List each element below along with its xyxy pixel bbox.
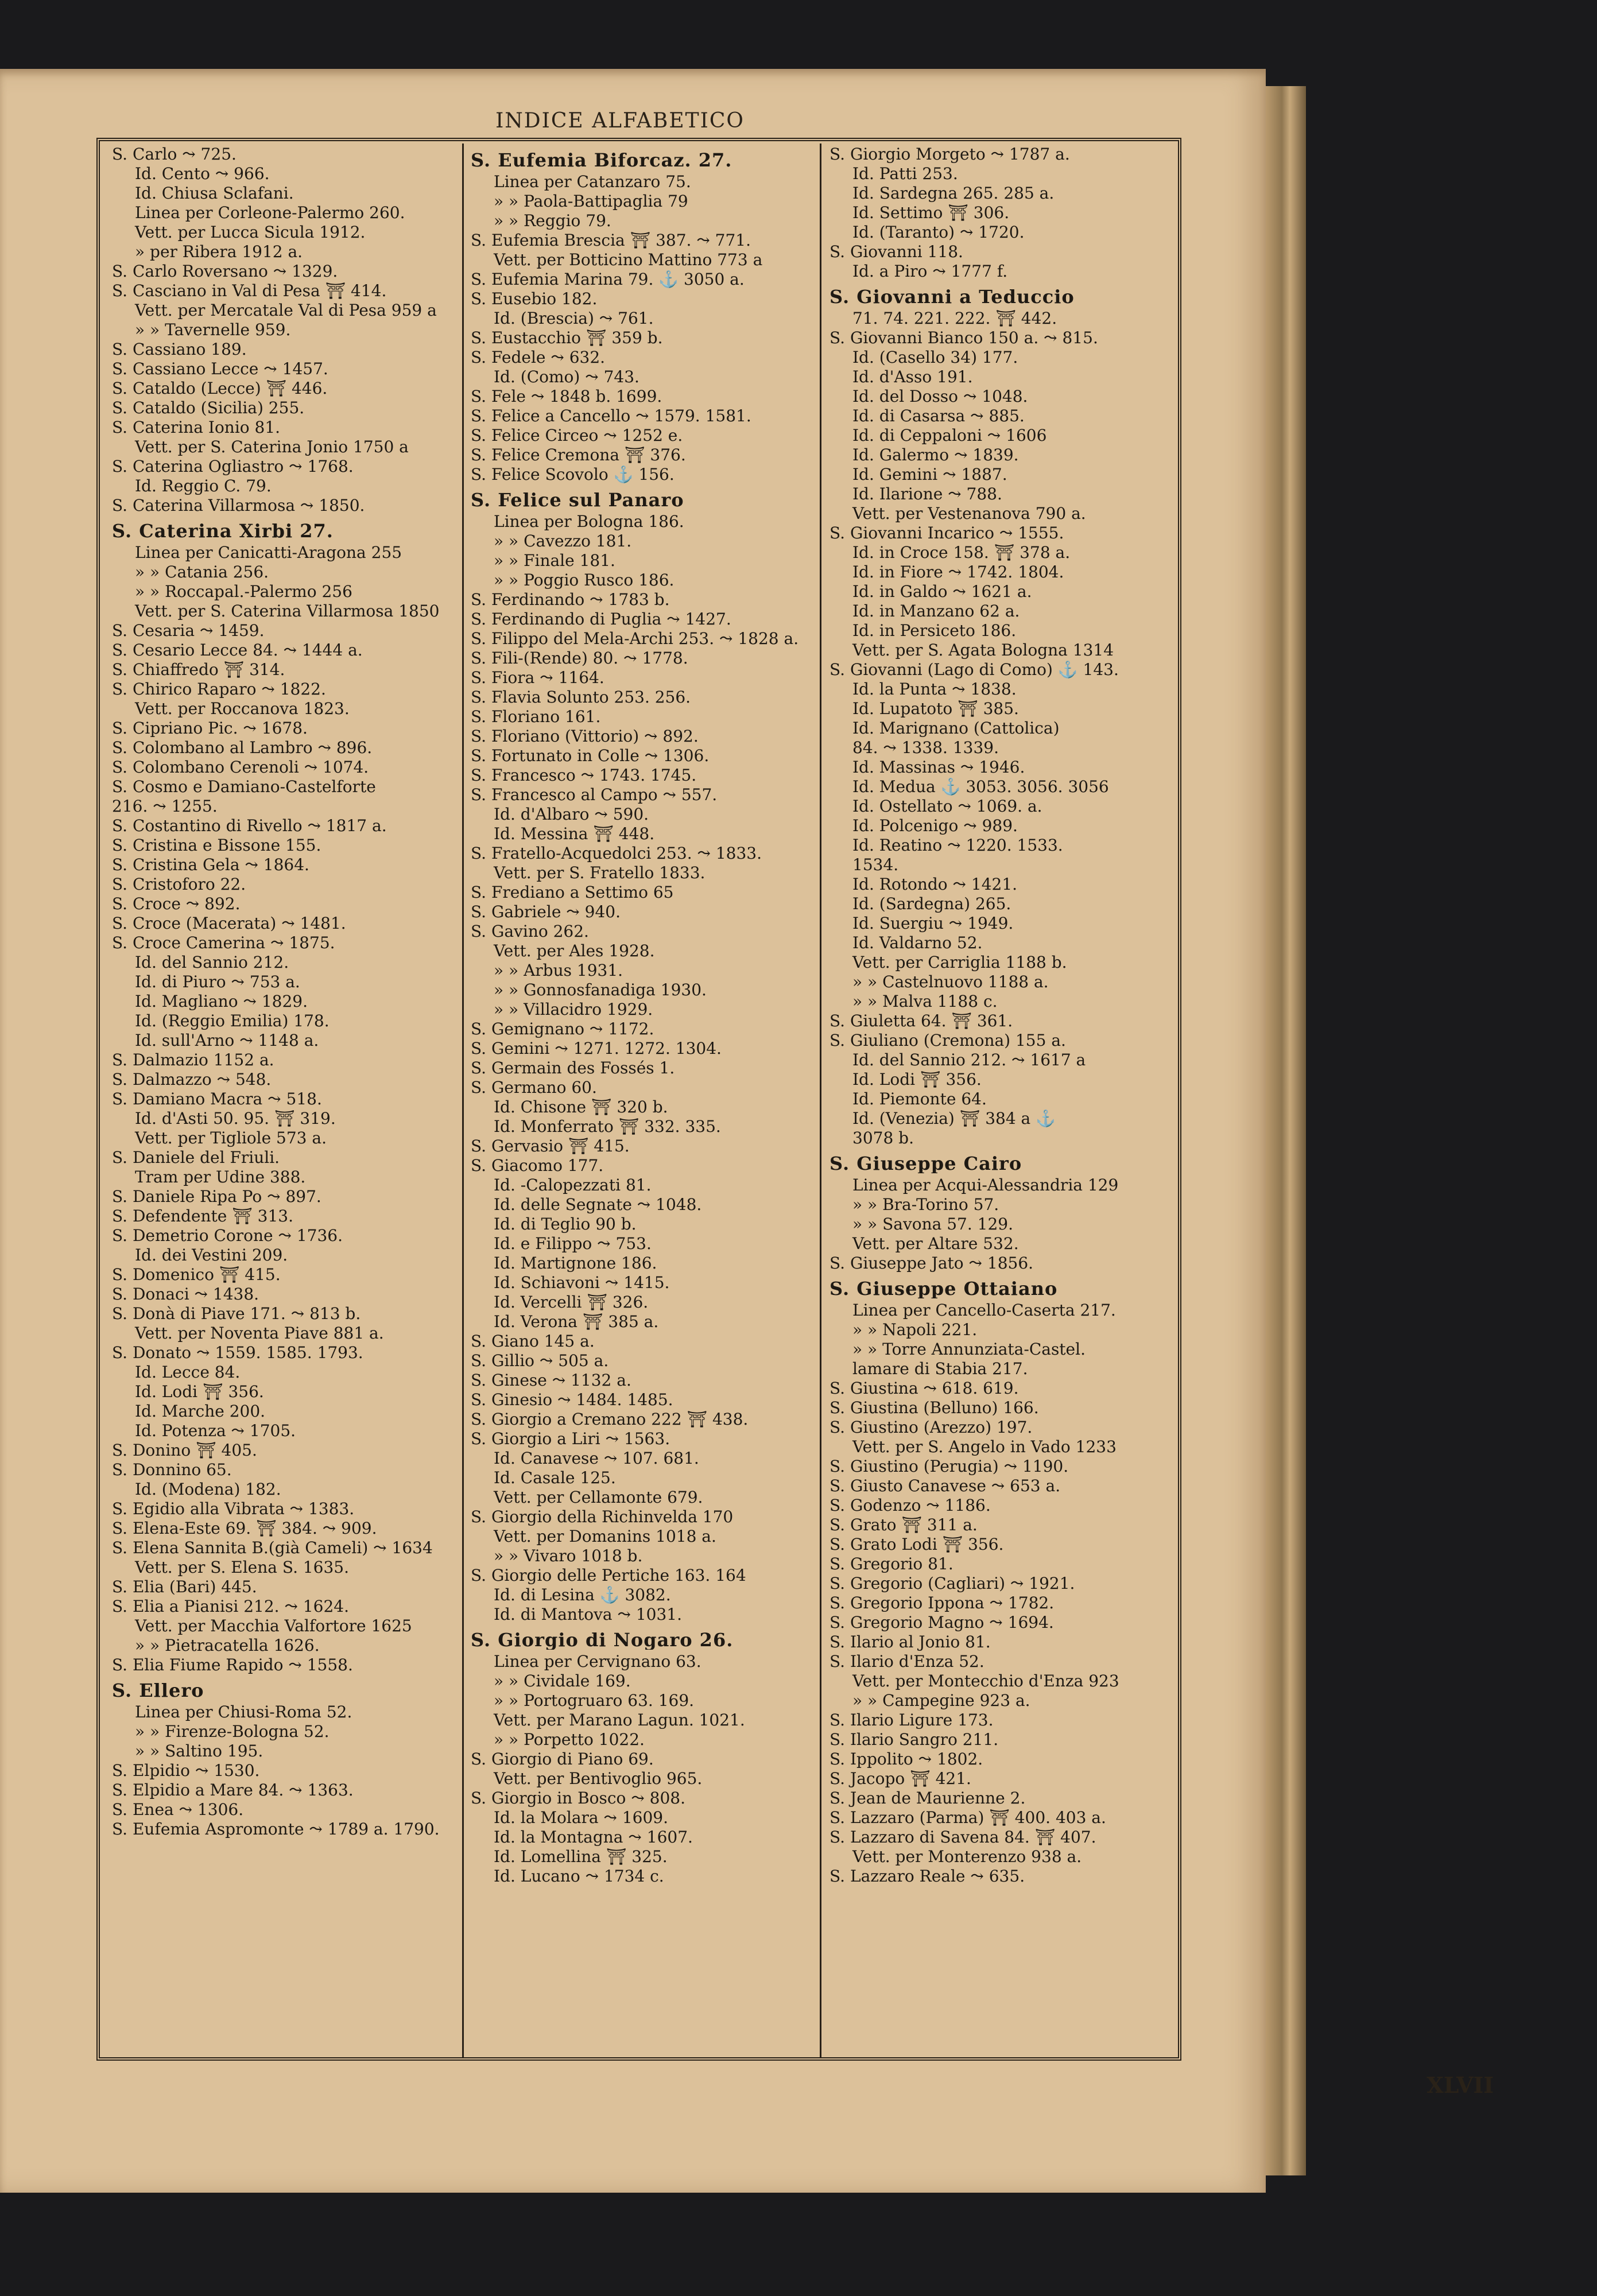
index-entry: 216. ⤳ 1255.	[112, 797, 218, 816]
index-entry: » » Pietracatella 1626.	[135, 1636, 320, 1655]
index-entry: Vett. per Monterenzo 938 a.	[852, 1847, 1082, 1866]
index-entry: Id. di Piuro ⤳ 753 a.	[135, 972, 300, 991]
index-entry: Id. d'Asso 191.	[852, 367, 973, 386]
index-entry: Id. di Lesina ⚓ 3082.	[494, 1585, 671, 1604]
index-entry: lamare di Stabia 217.	[852, 1359, 1028, 1378]
index-entry: » » Tavernelle 959.	[135, 320, 291, 339]
index-entry: Id. in Croce 158. ⛩ 378 a.	[852, 543, 1071, 562]
index-entry: Id. dei Vestini 209.	[135, 1246, 288, 1265]
index-entry: Id. del Dosso ⤳ 1048.	[852, 387, 1028, 406]
index-entry: Id. la Montagna ⤳ 1607.	[494, 1828, 693, 1847]
index-entry: S. Demetrio Corone ⤳ 1736.	[112, 1226, 343, 1245]
index-entry: Id. d'Albaro ⤳ 590.	[494, 805, 649, 824]
index-entry: S. Fortunato in Colle ⤳ 1306.	[471, 746, 710, 765]
index-entry: S. Cristina Gela ⤳ 1864.	[112, 855, 309, 874]
index-entry: S. Caterina Ogliastro ⤳ 1768.	[112, 457, 354, 476]
index-entry: Id. di Mantova ⤳ 1031.	[494, 1605, 683, 1624]
index-entry: Id. (Taranto) ⤳ 1720.	[852, 223, 1025, 242]
index-entry: S. Elia a Pianisi 212. ⤳ 1624.	[112, 1597, 349, 1616]
index-entry: Id. -Calopezzati 81.	[494, 1176, 652, 1194]
column-divider	[462, 144, 464, 2058]
index-entry: S. Elena-Este 69. ⛩ 384. ⤳ 909.	[112, 1519, 377, 1538]
index-entry: S. Grato Lodi ⛩ 356.	[829, 1535, 1004, 1554]
index-entry: Vett. per Botticino Mattino 773 a	[494, 250, 763, 269]
index-entry: S. Cataldo (Lecce) ⛩ 446.	[112, 379, 328, 398]
index-entry: S. Dalmazio 1152 a.	[112, 1050, 274, 1069]
index-entry: 3078 b.	[852, 1128, 914, 1147]
index-entry: Id. e Filippo ⤳ 753.	[494, 1234, 652, 1253]
index-entry: Id. (Brescia) ⤳ 761.	[494, 309, 654, 328]
index-entry: Id. Lomellina ⛩ 325.	[494, 1847, 668, 1866]
index-entry: S. Francesco al Campo ⤳ 557.	[471, 785, 718, 804]
index-entry: S. Fedele ⤳ 632.	[471, 348, 606, 367]
index-entry: S. Felice Scovolo ⚓ 156.	[471, 465, 675, 484]
index-entry: S. Gregorio Magno ⤳ 1694.	[829, 1613, 1054, 1632]
index-entry: Id. (Casello 34) 177.	[852, 348, 1018, 367]
index-entry: Id. (Reggio Emilia) 178.	[135, 1011, 330, 1030]
index-entry: 84. ⤳ 1338. 1339.	[852, 738, 999, 757]
index-entry: Id. di Casarsa ⤳ 885.	[852, 406, 1025, 425]
index-entry: » » Cividale 169.	[494, 1671, 631, 1690]
index-entry: S. Giustino (Perugia) ⤳ 1190.	[829, 1457, 1069, 1476]
index-entry: S. Cesaria ⤳ 1459.	[112, 621, 265, 640]
index-entry: S. Donino ⛩ 405.	[112, 1441, 257, 1460]
index-entry: Id. a Piro ⤳ 1777 f.	[852, 262, 1008, 281]
index-entry: Id. d'Asti 50. 95. ⛩ 319.	[135, 1109, 336, 1128]
index-entry: S. Gavino 262.	[471, 922, 589, 941]
index-entry: S. Gervasio ⛩ 415.	[471, 1137, 630, 1155]
index-column-1	[112, 145, 453, 2056]
index-entry: S. Gregorio 81.	[829, 1554, 953, 1573]
index-entry: S. Jacopo ⛩ 421.	[829, 1769, 971, 1788]
index-entry: Id. Martignone 186.	[494, 1254, 657, 1273]
index-entry: Id. Casale 125.	[494, 1468, 616, 1487]
index-entry: Id. delle Segnate ⤳ 1048.	[494, 1195, 702, 1214]
index-entry: Id. Potenza ⤳ 1705.	[135, 1421, 296, 1440]
index-entry: Id. in Galdo ⤳ 1621 a.	[852, 582, 1032, 601]
index-entry: S. Elena Sannita B.(già Cameli) ⤳ 1634	[112, 1538, 433, 1557]
index-entry: S. Dalmazzo ⤳ 548.	[112, 1070, 272, 1089]
index-entry: S. Elpidio a Mare 84. ⤳ 1363.	[112, 1781, 354, 1799]
index-entry: S. Cristina e Bissone 155.	[112, 836, 321, 855]
index-entry: Id. Marche 200.	[135, 1402, 266, 1421]
index-entry: S. Grato ⛩ 311 a.	[829, 1515, 978, 1534]
index-entry: S. Ilario d'Enza 52.	[829, 1652, 984, 1671]
index-entry: Id. Ostellato ⤳ 1069. a.	[852, 797, 1042, 816]
index-entry: » » Portogruaro 63. 169.	[494, 1691, 695, 1710]
index-entry: S. Ippolito ⤳ 1802.	[829, 1750, 983, 1768]
index-entry: Linea per Acqui-Alessandria 129	[852, 1176, 1119, 1194]
index-entry: S. Frediano a Settimo 65	[471, 883, 674, 902]
index-entry: Id. Lodi ⛩ 356.	[135, 1382, 264, 1401]
index-entry: S. Filippo del Mela-Archi 253. ⤳ 1828 a.	[471, 629, 799, 648]
index-entry: S. Cristoforo 22.	[112, 875, 246, 894]
index-entry: Vett. per Domanins 1018 a.	[494, 1527, 716, 1546]
index-entry: Id. Chiusa Sclafani.	[135, 184, 294, 203]
index-entry: Vett. per Macchia Valfortore 1625	[135, 1616, 412, 1635]
index-entry: » » Arbus 1931.	[494, 961, 623, 980]
index-entry: S. Chiaffredo ⛩ 314.	[112, 660, 285, 679]
index-entry: » » Firenze-Bologna 52.	[135, 1722, 330, 1741]
index-entry: S. Giorgio in Bosco ⤳ 808.	[471, 1789, 686, 1808]
index-entry: S. Lazzaro di Savena 84. ⛩ 407.	[829, 1828, 1096, 1847]
index-entry: S. Giano 145 a.	[471, 1332, 595, 1351]
index-entry: Id. Canavese ⤳ 107. 681.	[494, 1449, 699, 1468]
index-entry: S. Daniele Ripa Po ⤳ 897.	[112, 1187, 321, 1206]
index-entry: » » Porpetto 1022.	[494, 1730, 645, 1749]
index-entry: S. Eustacchio ⛩ 359 b.	[471, 328, 663, 347]
index-entry: Vett. per Marano Lagun. 1021.	[494, 1711, 745, 1729]
index-entry: Vett. per Altare 532.	[852, 1234, 1019, 1253]
index-entry: » » Torre Annunziata-Castel.	[852, 1340, 1086, 1359]
index-entry: » » Villacidro 1929.	[494, 1000, 653, 1019]
index-entry: S. Giuseppe Jato ⤳ 1856.	[829, 1254, 1034, 1273]
index-entry: » » Finale 181.	[494, 551, 615, 570]
index-entry: S. Giovanni (Lago di Como) ⚓ 143.	[829, 660, 1119, 679]
index-entry: Id. Polcenigo ⤳ 989.	[852, 816, 1018, 835]
index-entry: Id. Schiavoni ⤳ 1415.	[494, 1273, 670, 1292]
index-entry: S. Gregorio (Cagliari) ⤳ 1921.	[829, 1574, 1075, 1593]
index-entry: » » Paola-Battipaglia 79	[494, 192, 688, 211]
index-entry: Vett. per Roccanova 1823.	[135, 699, 350, 718]
index-entry: » » Campegine 923 a.	[852, 1691, 1030, 1710]
index-entry: Vett. per S. Caterina Jonio 1750 a	[135, 437, 409, 456]
index-entry: S. Giustino (Arezzo) 197.	[829, 1418, 1033, 1437]
index-entry: Id. Marignano (Cattolica)	[852, 719, 1060, 738]
index-entry: S. Cataldo (Sicilia) 255.	[112, 398, 305, 417]
index-entry: Id. Messina ⛩ 448.	[494, 824, 655, 843]
index-entry: Vett. per Ales 1928.	[494, 941, 655, 960]
index-entry: Vett. per S. Fratello 1833.	[494, 863, 706, 882]
index-entry: S. Domenico ⛩ 415.	[112, 1265, 281, 1284]
index-entry: S. Giorgio a Liri ⤳ 1563.	[471, 1429, 670, 1448]
index-entry: Vett. per Noventa Piave 881 a.	[135, 1324, 384, 1343]
index-heading: S. Ellero	[112, 1681, 204, 1700]
index-entry: S. Donato ⤳ 1559. 1585. 1793.	[112, 1343, 363, 1362]
index-entry: S. Ferdinando di Puglia ⤳ 1427.	[471, 610, 731, 629]
index-entry: S. Ferdinando ⤳ 1783 b.	[471, 590, 670, 609]
index-entry: S. Croce ⤳ 892.	[112, 894, 241, 913]
index-entry: » » Vivaro 1018 b.	[494, 1546, 643, 1565]
index-entry: S. Giorgio a Cremano 222 ⛩ 438.	[471, 1410, 749, 1429]
index-entry: » » Napoli 221.	[852, 1320, 978, 1339]
index-entry: » per Ribera 1912 a.	[135, 242, 303, 261]
index-entry: Id. del Sannio 212. ⤳ 1617 a	[852, 1050, 1086, 1069]
index-entry: S. Germain des Fossés 1.	[471, 1058, 675, 1077]
index-entry: S. Caterina Ionio 81.	[112, 418, 281, 437]
index-entry: Id. (Como) ⤳ 743.	[494, 367, 639, 386]
index-entry: Id. sull'Arno ⤳ 1148 a.	[135, 1031, 319, 1050]
index-entry: Vett. per Tigliole 573 a.	[135, 1128, 327, 1147]
index-entry: S. Giovanni 118.	[829, 242, 963, 261]
index-entry: S. Colombano al Lambro ⤳ 896.	[112, 738, 373, 757]
index-entry: Id. Lodi ⛩ 356.	[852, 1070, 982, 1089]
index-entry: S. Donaci ⤳ 1438.	[112, 1285, 259, 1304]
index-entry: » » Castelnuovo 1188 a.	[852, 972, 1049, 991]
index-entry: S. Giustina ⤳ 618. 619.	[829, 1379, 1019, 1398]
index-entry: S. Floriano (Vittorio) ⤳ 892.	[471, 727, 699, 746]
index-entry: S. Felice Cremona ⛩ 376.	[471, 445, 686, 464]
index-entry: Vett. per Montecchio d'Enza 923	[852, 1671, 1119, 1690]
index-entry: Id. Vercelli ⛩ 326.	[494, 1293, 649, 1312]
index-entry: S. Gregorio Ippona ⤳ 1782.	[829, 1593, 1055, 1612]
index-entry: S. Floriano 161.	[471, 707, 601, 726]
index-entry: Vett. per S. Caterina Villarmosa 1850	[135, 602, 440, 620]
index-entry: Id. Monferrato ⛩ 332. 335.	[494, 1117, 721, 1136]
index-entry: S. Elpidio ⤳ 1530.	[112, 1761, 260, 1780]
index-entry: S. Costantino di Rivello ⤳ 1817 a.	[112, 816, 387, 835]
index-entry: Id. in Fiore ⤳ 1742. 1804.	[852, 563, 1064, 581]
index-entry: Vett. per Mercatale Val di Pesa 959 a	[135, 301, 437, 320]
index-column-2	[471, 145, 812, 2056]
index-entry: Id. di Ceppaloni ⤳ 1606	[852, 426, 1047, 445]
index-entry: » » Cavezzo 181.	[494, 532, 632, 550]
index-entry: Id. Magliano ⤳ 1829.	[135, 992, 308, 1011]
index-entry: Id. del Sannio 212.	[135, 953, 289, 972]
index-entry: Vett. per S. Elena S. 1635.	[135, 1558, 350, 1577]
index-entry: Id. Settimo ⛩ 306.	[852, 203, 1010, 222]
index-entry: 71. 74. 221. 222. ⛩ 442.	[852, 309, 1057, 328]
index-entry: S. Damiano Macra ⤳ 518.	[112, 1089, 322, 1108]
index-entry: S. Eusebio 182.	[471, 289, 598, 308]
index-entry: S. Elia Fiume Rapido ⤳ 1558.	[112, 1655, 353, 1674]
index-entry: S. Donnino 65.	[112, 1460, 232, 1479]
index-entry: S. Giovanni Bianco 150 a. ⤳ 815.	[829, 328, 1098, 347]
index-entry: S. Cosmo e Damiano-Castelforte	[112, 777, 376, 796]
index-entry: S. Ilario Ligure 173.	[829, 1711, 994, 1729]
index-entry: S. Germano 60.	[471, 1078, 597, 1097]
index-entry: S. Fratello-Acquedolci 253. ⤳ 1833.	[471, 844, 762, 863]
index-entry: Tram per Udine 388.	[135, 1168, 306, 1186]
index-entry: » » Gonnosfanadiga 1930.	[494, 980, 707, 999]
index-entry: S. Felice Circeo ⤳ 1252 e.	[471, 426, 683, 445]
index-entry: Id. di Teglio 90 b.	[494, 1215, 637, 1234]
index-entry: S. Giorgio delle Pertiche 163. 164	[471, 1566, 746, 1585]
index-entry: S. Ilario Sangro 211.	[829, 1730, 999, 1749]
index-entry: S. Defendente ⛩ 313.	[112, 1207, 294, 1225]
index-entry: » » Poggio Rusco 186.	[494, 571, 675, 589]
index-entry: Id. Lucano ⤳ 1734 c.	[494, 1867, 664, 1886]
index-entry: S. Fiora ⤳ 1164.	[471, 668, 604, 687]
index-entry: S. Daniele del Friuli.	[112, 1148, 280, 1167]
column-divider	[820, 144, 821, 2058]
page-edge	[1266, 86, 1306, 2175]
index-entry: Vett. per Lucca Sicula 1912.	[135, 223, 366, 242]
index-entry: Id. Patti 253.	[852, 164, 958, 183]
index-entry: Id. (Modena) 182.	[135, 1480, 281, 1499]
index-entry: Linea per Corleone-Palermo 260.	[135, 203, 405, 222]
index-entry: Id. Piemonte 64.	[852, 1089, 987, 1108]
index-entry: Id. Rotondo ⤳ 1421.	[852, 875, 1018, 894]
index-entry: » » Catania 256.	[135, 563, 269, 581]
index-entry: S. Casciano in Val di Pesa ⛩ 414.	[112, 281, 387, 300]
index-entry: S. Giorgio Morgeto ⤳ 1787 a.	[829, 145, 1070, 164]
index-entry: Linea per Bologna 186.	[494, 512, 684, 531]
index-entry: » » Reggio 79.	[494, 211, 611, 230]
index-entry: Id. (Sardegna) 265.	[852, 894, 1011, 913]
index-entry: S. Giusto Canavese ⤳ 653 a.	[829, 1476, 1061, 1495]
index-entry: Id. Medua ⚓ 3053. 3056. 3056	[852, 777, 1109, 796]
index-entry: S. Cesario Lecce 84. ⤳ 1444 a.	[112, 641, 363, 660]
index-entry: Id. in Persiceto 186.	[852, 621, 1017, 640]
index-entry: Vett. per Carriglia 1188 b.	[852, 953, 1067, 972]
index-entry: S. Egidio alla Vibrata ⤳ 1383.	[112, 1499, 355, 1518]
index-entry: Id. la Molara ⤳ 1609.	[494, 1808, 669, 1827]
index-entry: S. Gillio ⤳ 505 a.	[471, 1351, 609, 1370]
index-entry: S. Fili-(Rende) 80. ⤳ 1778.	[471, 649, 688, 668]
index-entry: Vett. per Cellamonte 679.	[494, 1488, 703, 1507]
index-entry: Id. Verona ⛩ 385 a.	[494, 1312, 659, 1331]
index-entry: S. Eufemia Aspromonte ⤳ 1789 a. 1790.	[112, 1820, 440, 1839]
page-header: INDICE ALFABETICO	[495, 109, 745, 133]
index-entry: S. Gemignano ⤳ 1172.	[471, 1019, 654, 1038]
index-entry: Id. Ilarione ⤳ 788.	[852, 484, 1002, 503]
index-entry: S. Cipriano Pic. ⤳ 1678.	[112, 719, 308, 738]
index-entry: Vett. per Bentivoglio 965.	[494, 1769, 703, 1788]
index-entry: Linea per Catanzaro 75.	[494, 172, 691, 191]
index-entry: » » Saltino 195.	[135, 1742, 263, 1760]
index-entry: Id. Valdarno 52.	[852, 933, 983, 952]
index-entry: Vett. per S. Agata Bologna 1314	[852, 641, 1114, 660]
index-entry: S. Ginesio ⤳ 1484. 1485.	[471, 1390, 673, 1409]
index-entry: S. Caterina Villarmosa ⤳ 1850.	[112, 496, 365, 515]
index-entry: S. Enea ⤳ 1306.	[112, 1800, 244, 1819]
index-entry: S. Flavia Solunto 253. 256.	[471, 688, 691, 707]
index-entry: S. Giuletta 64. ⛩ 361.	[829, 1011, 1013, 1030]
index-entry: Linea per Chiusi-Roma 52.	[135, 1702, 352, 1721]
index-entry: S. Croce Camerina ⤳ 1875.	[112, 933, 335, 952]
index-heading: S. Felice sul Panaro	[471, 490, 684, 510]
index-entry: S. Chirico Raparo ⤳ 1822.	[112, 680, 326, 699]
index-entry: Id. Galermo ⤳ 1839.	[852, 445, 1019, 464]
index-heading: S. Giuseppe Cairo	[829, 1154, 1022, 1173]
index-entry: S. Eufemia Marina 79. ⚓ 3050 a.	[471, 270, 745, 289]
index-entry: Id. la Punta ⤳ 1838.	[852, 680, 1017, 699]
index-entry: S. Giustina (Belluno) 166.	[829, 1398, 1039, 1417]
index-entry: » » Bra-Torino 57.	[852, 1195, 999, 1214]
index-entry: S. Giuliano (Cremona) 155 a.	[829, 1031, 1066, 1050]
index-entry: S. Colombano Cerenoli ⤳ 1074.	[112, 758, 369, 777]
index-heading: S. Giorgio di Nogaro 26.	[471, 1630, 734, 1650]
index-entry: Linea per Canicatti-Aragona 255	[135, 543, 402, 562]
index-entry: S. Giovanni Incarico ⤳ 1555.	[829, 523, 1064, 542]
index-heading: S. Eufemia Biforcaz. 27.	[471, 150, 732, 170]
index-entry: S. Croce (Macerata) ⤳ 1481.	[112, 914, 346, 933]
index-entry: S. Godenzo ⤳ 1186.	[829, 1496, 991, 1515]
index-entry: S. Cassiano Lecce ⤳ 1457.	[112, 359, 328, 378]
index-entry: Id. Sardegna 265. 285 a.	[852, 184, 1055, 203]
index-entry: Id. Lupatoto ⛩ 385.	[852, 699, 1019, 718]
index-entry: S. Fele ⤳ 1848 b. 1699.	[471, 387, 662, 406]
index-entry: S. Lazzaro Reale ⤳ 635.	[829, 1867, 1025, 1886]
index-entry: » » Roccapal.-Palermo 256	[135, 582, 352, 601]
page-number: XLVII	[1427, 2072, 1494, 2098]
index-entry: S. Giacomo 177.	[471, 1156, 604, 1175]
index-entry: » » Malva 1188 c.	[852, 992, 998, 1011]
index-entry: S. Giorgio della Richinvelda 170	[471, 1507, 734, 1526]
index-entry: Linea per Cervignano 63.	[494, 1652, 701, 1671]
index-entry: Linea per Cancello-Caserta 217.	[852, 1301, 1116, 1320]
index-entry: Id. Suergiu ⤳ 1949.	[852, 914, 1014, 933]
index-entry: S. Cassiano 189.	[112, 340, 247, 359]
index-entry: S. Eufemia Brescia ⛩ 387. ⤳ 771.	[471, 231, 751, 250]
index-heading: S. Caterina Xirbi 27.	[112, 521, 334, 541]
index-entry: S. Gemini ⤳ 1271. 1272. 1304.	[471, 1039, 722, 1058]
index-entry: S. Gabriele ⤳ 940.	[471, 902, 621, 921]
index-entry: Id. Chisone ⛩ 320 b.	[494, 1097, 668, 1116]
index-heading: S. Giovanni a Teduccio	[829, 287, 1075, 307]
index-entry: » » Savona 57. 129.	[852, 1215, 1014, 1234]
index-entry: Id. Reatino ⤳ 1220. 1533.	[852, 836, 1063, 855]
index-entry: S. Carlo Roversano ⤳ 1329.	[112, 262, 338, 281]
index-column-3	[829, 145, 1174, 2056]
index-entry: S. Giorgio di Piano 69.	[471, 1750, 654, 1768]
index-entry: S. Donà di Piave 171. ⤳ 813 b.	[112, 1304, 361, 1323]
index-entry: Id. Reggio C. 79.	[135, 476, 272, 495]
index-entry: Id. (Venezia) ⛩ 384 a ⚓	[852, 1109, 1056, 1128]
index-entry: S. Ilario al Jonio 81.	[829, 1632, 991, 1651]
index-entry: Id. Gemini ⤳ 1887.	[852, 465, 1007, 484]
index-entry: Vett. per S. Angelo in Vado 1233	[852, 1437, 1117, 1456]
index-heading: S. Giuseppe Ottaiano	[829, 1279, 1058, 1298]
index-entry: S. Ginese ⤳ 1132 a.	[471, 1371, 631, 1390]
index-entry: S. Elia (Bari) 445.	[112, 1577, 257, 1596]
index-entry: S. Jean de Maurienne 2.	[829, 1789, 1026, 1808]
index-entry: S. Felice a Cancello ⤳ 1579. 1581.	[471, 406, 751, 425]
index-entry: Vett. per Vestenanova 790 a.	[852, 504, 1086, 523]
index-entry: Id. Cento ⤳ 966.	[135, 164, 270, 183]
index-entry: S. Lazzaro (Parma) ⛩ 400. 403 a.	[829, 1808, 1106, 1827]
index-entry: Id. in Manzano 62 a.	[852, 602, 1020, 620]
index-entry: 1534.	[852, 855, 899, 874]
index-entry: S. Francesco ⤳ 1743. 1745.	[471, 766, 697, 785]
index-entry: S. Carlo ⤳ 725.	[112, 145, 237, 164]
index-entry: Id. Lecce 84.	[135, 1363, 241, 1382]
index-entry: Id. Massinas ⤳ 1946.	[852, 758, 1025, 777]
